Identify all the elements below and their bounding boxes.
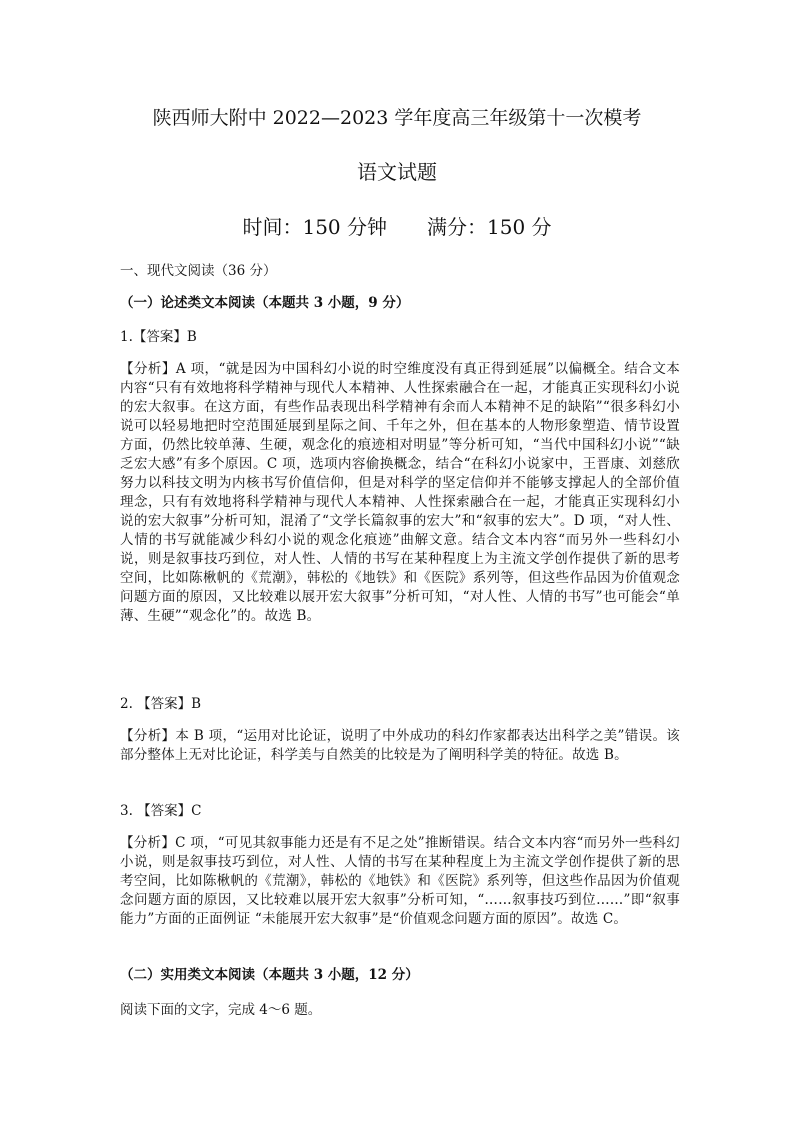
time-label: 时间：150 分钟 — [242, 215, 387, 239]
q2-answer: 2. 【答案】B — [120, 696, 202, 712]
exam-title: 陕西师大附中 2022—2023 学年度高三年级第十一次模考 — [152, 107, 642, 129]
q3-answer: 3. 【答案】C — [120, 803, 202, 819]
part2-intro: 阅读下面的文字，完成 4～6 题。 — [120, 1002, 322, 1018]
q3-analysis: 【分析】C 项，“可见其叙事能力还是有不足之处”推断错误。结合文本内容“而另外一些科幻小说，则是叙事技巧到位，对人性、人情的书写在某种程度上为主流文学创作提供了新的思考空间，比如陈楸帆的《荒潮》，韩松的《地铁》和《医院》系列等，但这些作品因为价值观念问题方面的原因，又比较难以展开宏大叙事”分析可知，“……叙事技巧到位……”即“叙事能力”方面的正面例证 “未能展开宏大叙事”是“价值观念问题方面的原因”。故选 C。 — [120, 835, 680, 927]
exam-meta — [0, 215, 794, 239]
score-label: 满分：150 分 — [427, 215, 552, 239]
part2-heading: （二）实用类文本阅读（本题共 3 小题，12 分） — [120, 967, 419, 983]
q2-analysis: 【分析】本 B 项，“运用对比论证，说明了中外成功的科幻作家都表达出科学之美”错误。该部分整体上无对比论证，科学美与自然美的比较是为了阐明科学美的特征。故选 B。 — [120, 728, 680, 763]
q1-answer: 1.【答案】B — [120, 329, 197, 345]
part1-heading: （一）论述类文本阅读（本题共 3 小题，9 分） — [120, 295, 410, 311]
q1-analysis: 【分析】A 项，“就是因为中国科幻小说的时空维度没有真正得到延展”以偏概全。结合文本内容“只有有效地将科学精神与现代人本精神、人性探索融合在一起，才能真正实现科幻小说的宏大叙事。在这方面，有些作品表现出科学精神有余而人本精神不足的缺陷”“很多科幻小说可以轻易地把时空范围延展到星际之间、千年之外，但在基本的人物形象塑造、情节设置方面，仍然比较单薄、生硬，观念化的痕迹相对明显”等分析可知，“当代中国科幻小说”“缺乏宏大感”有多个原因。C 项，选项内容偷换概念，结合“在科幻小说家中，王晋康、刘慈欣努力以科技文明为内核书写价值信仰，但是对科学的坚定信仰并不能够支撑起人的全部价值理念，只有有效地将科学精神与现代人本精神、人性探索融合在一起，才能真正实现科幻小说的宏大叙事”分析可知，混淆了“文学长篇叙事的宏大”和“叙事的宏大”。D 项，“对人性、人情的书写就能减少科幻小说的观念化痕迹”曲解文意。结合文本内容“而另外一些科幻小说，则是叙事技巧到位，对人性、人情的书写在某种程度上为主流文学创作提供了新的思考空间，比如陈楸帆的《荒潮》，韩松的《地铁》和《医院》系列等，但这些作品因为价值观念问题方面的原因，又比较难以展开宏大叙事”分析可知，“对人性、人情的书写”也可能会“单薄、生硬”“观念化”的。故选 B。 — [120, 361, 680, 624]
section-heading: 一、现代文阅读（36 分） — [120, 263, 277, 279]
subject-title: 语文试题 — [357, 160, 437, 184]
